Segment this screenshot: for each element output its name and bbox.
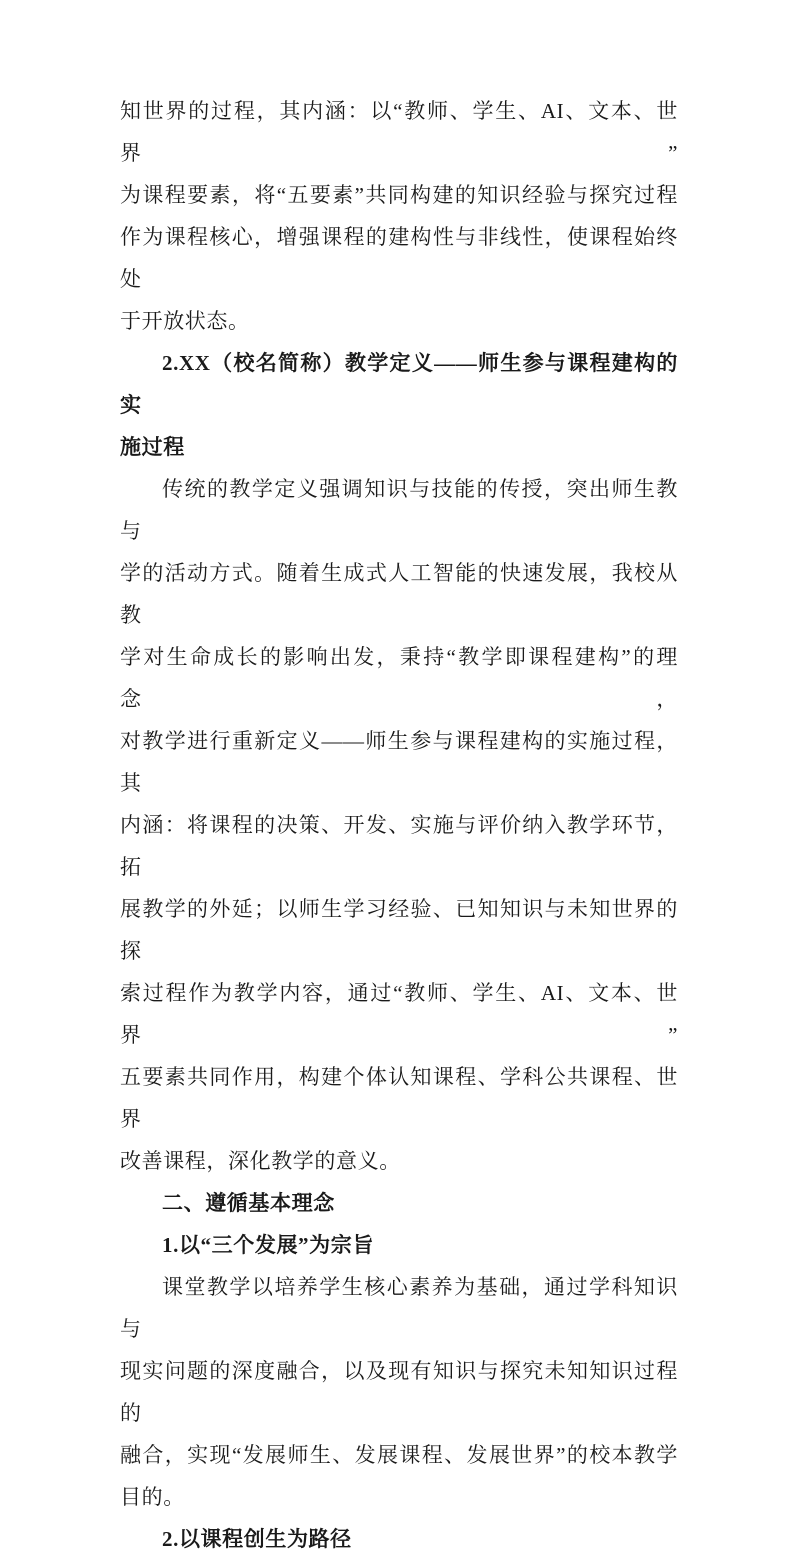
body-line: 融合，实现“发展师生、发展课程、发展世界”的校本教学 [120, 1443, 678, 1467]
body-line: 展教学的外延；以师生学习经验、已知知识与未知世界的探 [120, 897, 678, 963]
body-line: 为课程要素，将“五要素”共同构建的知识经验与探究过程 [120, 183, 678, 207]
section-heading-line: 施过程 [120, 435, 185, 459]
body-line: 五要素共同作用，构建个体认知课程、学科公共课程、世界 [120, 1065, 678, 1131]
body-line: 索过程作为教学内容，通过“教师、学生、AI、文本、世界” [120, 981, 678, 1047]
body-line: 传统的教学定义强调知识与技能的传授，突出师生教与 [120, 477, 678, 543]
body-line: 改善课程，深化教学的意义。 [120, 1149, 401, 1173]
body-line: 现实问题的深度融合，以及现有知识与探究未知知识过程的 [120, 1359, 678, 1425]
body-line: 内涵：将课程的决策、开发、实施与评价纳入教学环节，拓 [120, 813, 678, 879]
body-line: 对教学进行重新定义——师生参与课程建构的实施过程，其 [120, 729, 678, 795]
section-heading-line: 2.以课程创生为路径 [162, 1527, 352, 1551]
body-line: 目的。 [120, 1485, 185, 1509]
body-line: 于开放状态。 [120, 309, 250, 333]
body-line: 作为课程核心，增强课程的建构性与非线性，使课程始终处 [120, 225, 678, 291]
body-line: 学对生命成长的影响出发，秉持“教学即课程建构”的理念， [120, 645, 678, 711]
document-body [120, 90, 678, 1560]
section-heading-line: 1.以“三个发展”为宗旨 [162, 1233, 374, 1257]
body-line: 课堂教学以培养学生核心素养为基础，通过学科知识与 [120, 1275, 678, 1341]
section-heading-line: 二、遵循基本理念 [162, 1191, 335, 1215]
body-line: 知世界的过程，其内涵：以“教师、学生、AI、文本、世界” [120, 99, 678, 165]
body-line: 学的活动方式。随着生成式人工智能的快速发展，我校从教 [120, 561, 678, 627]
section-heading-line: 2.XX（校名简称）教学定义——师生参与课程建构的实 [120, 351, 678, 417]
